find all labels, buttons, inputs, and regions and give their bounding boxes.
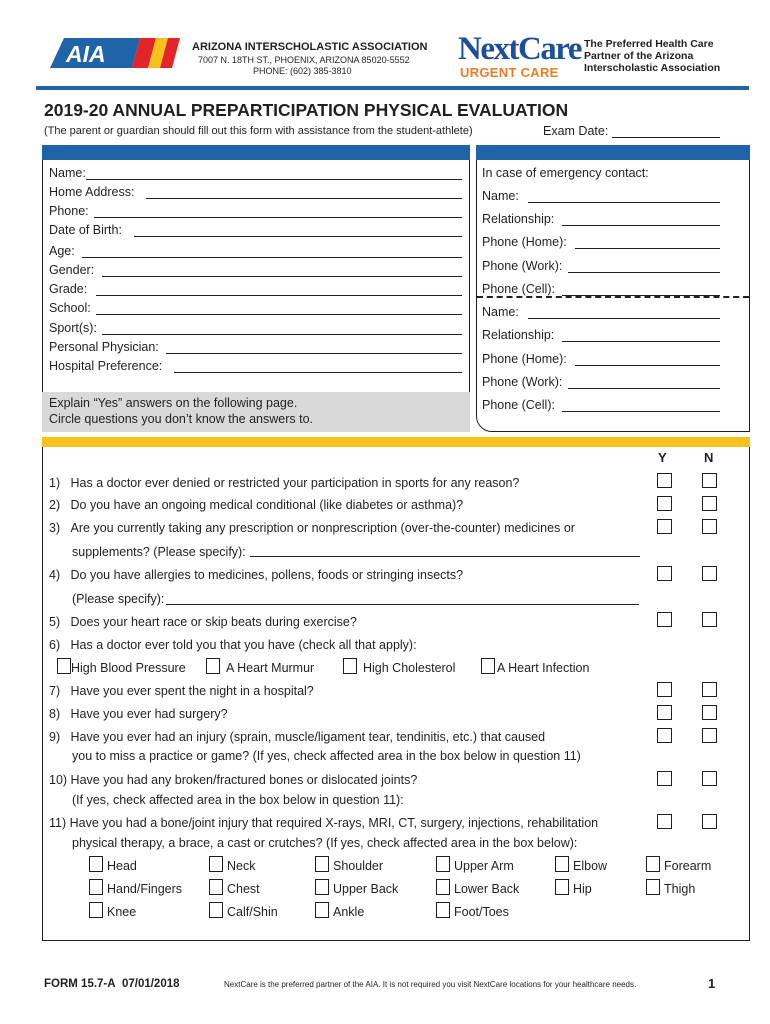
q5-yes-checkbox[interactable]: [657, 612, 672, 627]
checkbox-head[interactable]: [89, 856, 103, 872]
contact2-relationship-field[interactable]: [562, 341, 720, 342]
label-foot-toes: Foot/Toes: [454, 905, 509, 919]
info-panel-bar: [42, 145, 470, 160]
question-11-cont: physical therapy, a brace, a cast or crutches? (If yes, check affected area in the box below):: [72, 836, 578, 850]
question-3: 3) Are you currently taking any prescription or nonprescription (over-the-counter) medicines or: [49, 521, 575, 535]
contact1-name-label: Name:: [482, 189, 519, 203]
question-3-specify: supplements? (Please specify):: [72, 545, 246, 559]
q5-no-checkbox[interactable]: [702, 612, 717, 627]
checkbox-foot-toes[interactable]: [436, 902, 450, 918]
contact2-relationship-label: Relationship:: [482, 328, 555, 342]
q9-yes-checkbox[interactable]: [657, 728, 672, 743]
question-3-specify-field[interactable]: [250, 556, 640, 557]
label-high-blood-pressure: High Blood Pressure: [71, 661, 186, 675]
personal-physician-label: Personal Physician:: [49, 340, 159, 354]
age-field[interactable]: [82, 257, 462, 258]
checkbox-heart-murmur[interactable]: [206, 658, 220, 674]
header-rule: [36, 86, 749, 90]
contact2-phone-home-label: Phone (Home):: [482, 352, 567, 366]
contact2-name-field[interactable]: [528, 318, 720, 319]
partner-line-2: Partner of the Arizona: [584, 50, 694, 62]
question-6: 6) Has a doctor ever told you that you have (check all that apply):: [49, 638, 417, 652]
q9-no-checkbox[interactable]: [702, 728, 717, 743]
hospital-preference-label: Hospital Preference:: [49, 359, 163, 373]
form-id: FORM 15.7-A 07/01/2018: [44, 978, 180, 990]
contact2-phone-cell-label: Phone (Cell):: [482, 398, 555, 412]
questions-panel-bar: [42, 437, 750, 447]
q10-yes-checkbox[interactable]: [657, 771, 672, 786]
aia-logo: [44, 36, 184, 70]
contact1-phone-work-field[interactable]: [568, 272, 720, 273]
q4-no-checkbox[interactable]: [702, 566, 717, 581]
q7-no-checkbox[interactable]: [702, 682, 717, 697]
checkbox-hand-fingers[interactable]: [89, 879, 103, 895]
partner-line-3: Interscholastic Association: [584, 62, 721, 74]
label-heart-murmur: A Heart Murmur: [226, 661, 315, 675]
label-hand-fingers: Hand/Fingers: [107, 882, 183, 896]
exam-date-field[interactable]: [612, 137, 720, 138]
q2-yes-checkbox[interactable]: [657, 496, 672, 511]
emergency-panel-bar: [476, 145, 750, 160]
phone-label: Phone:: [49, 204, 89, 218]
question-7: 7) Have you ever spent the night in a hospital?: [49, 684, 314, 698]
contact2-phone-cell-field[interactable]: [562, 411, 720, 412]
partner-line-1: The Preferred Health Care: [584, 38, 714, 50]
home-address-field[interactable]: [146, 198, 462, 199]
label-neck: Neck: [227, 859, 256, 873]
q11-no-checkbox[interactable]: [702, 814, 717, 829]
q8-no-checkbox[interactable]: [702, 705, 717, 720]
label-knee: Knee: [107, 905, 137, 919]
nextcare-logo: [458, 31, 582, 82]
q1-no-checkbox[interactable]: [702, 473, 717, 488]
grade-label: Grade:: [49, 282, 88, 296]
contact1-phone-cell-field[interactable]: [562, 295, 720, 296]
personal-physician-field[interactable]: [166, 353, 462, 354]
checkbox-upper-back[interactable]: [315, 879, 329, 895]
checkbox-thigh[interactable]: [646, 879, 660, 895]
page-number: 1: [708, 976, 716, 991]
checkbox-high-cholesterol[interactable]: [343, 658, 357, 674]
checkbox-calf-shin[interactable]: [209, 902, 223, 918]
nextcare-logo-text: NextCare: [458, 31, 581, 67]
question-10: 10) Have you had any broken/fractured bones or dislocated joints?: [49, 773, 418, 787]
gender-field[interactable]: [102, 276, 462, 277]
name-label: Name:: [49, 166, 86, 180]
question-5: 5) Does your heart race or skip beats during exercise?: [49, 615, 357, 629]
date-of-birth-field[interactable]: [134, 236, 462, 237]
name-field[interactable]: [86, 179, 462, 180]
label-heart-infection: A Heart Infection: [497, 661, 590, 675]
label-lower-back: Lower Back: [454, 882, 520, 896]
question-4-specify: (Please specify):: [72, 592, 165, 606]
question-8: 8) Have you ever had surgery?: [49, 707, 228, 721]
contact1-relationship-label: Relationship:: [482, 212, 555, 226]
label-shoulder: Shoulder: [333, 859, 384, 873]
q11-yes-checkbox[interactable]: [657, 814, 672, 829]
contact2-phone-home-field[interactable]: [575, 365, 720, 366]
question-2: 2) Do you have an ongoing medical conditional (like diabetes or asthma)?: [49, 498, 464, 512]
question-9: 9) Have you ever had an injury (sprain, muscle/ligament tear, tendinitis, etc.) that caused: [49, 730, 546, 744]
page-subtitle: (The parent or guardian should fill out this form with assistance from the student-athlete): [44, 125, 473, 137]
urgent-care-text: URGENT CARE: [460, 65, 559, 80]
contact2-phone-work-field[interactable]: [568, 388, 720, 389]
checkbox-elbow[interactable]: [555, 856, 569, 872]
contact2-phone-work-label: Phone (Work):: [482, 375, 563, 389]
question-4: 4) Do you have allergies to medicines, pollens, foods or stringing insects?: [49, 568, 464, 582]
grade-field[interactable]: [96, 295, 462, 296]
org-name: ARIZONA INTERSCHOLASTIC ASSOCIATION: [192, 41, 428, 53]
label-thigh: Thigh: [664, 882, 696, 896]
checkbox-neck[interactable]: [209, 856, 223, 872]
checkbox-lower-back[interactable]: [436, 879, 450, 895]
q2-no-checkbox[interactable]: [702, 496, 717, 511]
label-upper-arm: Upper Arm: [454, 859, 514, 873]
hospital-preference-field[interactable]: [174, 372, 462, 373]
page-title: 2019-20 ANNUAL PREPARTICIPATION PHYSICAL EVALUATION: [44, 100, 569, 120]
aia-logo-text: AIA: [66, 41, 106, 67]
no-header: N: [704, 450, 714, 465]
partner-text: [584, 38, 720, 74]
label-high-cholesterol: High Cholesterol: [363, 661, 456, 675]
checkbox-upper-arm[interactable]: [436, 856, 450, 872]
sports-label: Sport(s):: [49, 321, 97, 335]
q1-yes-checkbox[interactable]: [657, 473, 672, 488]
q7-yes-checkbox[interactable]: [657, 682, 672, 697]
checkbox-shoulder[interactable]: [315, 856, 329, 872]
q3-no-checkbox[interactable]: [702, 519, 717, 534]
org-address: 7007 N. 18TH ST., PHOENIX, ARIZONA 85020-5552: [198, 55, 410, 65]
checkbox-knee[interactable]: [89, 902, 103, 918]
school-label: School:: [49, 301, 91, 315]
contact1-name-field[interactable]: [528, 202, 720, 203]
checkbox-hip[interactable]: [555, 879, 569, 895]
q10-no-checkbox[interactable]: [702, 771, 717, 786]
label-head: Head: [107, 859, 137, 873]
label-upper-back: Upper Back: [333, 882, 399, 896]
gender-label: Gender:: [49, 263, 95, 277]
contact1-phone-cell-label: Phone (Cell):: [482, 282, 555, 296]
emergency-heading: In case of emergency contact:: [482, 166, 649, 180]
checkbox-ankle[interactable]: [315, 902, 329, 918]
label-hip: Hip: [573, 882, 592, 896]
question-1: 1) Has a doctor ever denied or restricted your participation in sports for any reason?: [49, 476, 520, 490]
question-4-specify-field[interactable]: [166, 604, 639, 605]
label-chest: Chest: [227, 882, 260, 896]
phone-field[interactable]: [94, 217, 462, 218]
contact1-relationship-field[interactable]: [562, 225, 720, 226]
explain-line-2: Circle questions you don’t know the answers to.: [49, 412, 314, 426]
contact2-name-label: Name:: [482, 305, 519, 319]
contact1-phone-work-label: Phone (Work):: [482, 259, 563, 273]
label-forearm: Forearm: [664, 859, 712, 873]
q3-yes-checkbox[interactable]: [657, 519, 672, 534]
q4-yes-checkbox[interactable]: [657, 566, 672, 581]
question-9-cont: you to miss a practice or game? (If yes, check affected area in the box below in question 11): [72, 749, 581, 763]
exam-date-label: Exam Date:: [543, 124, 609, 138]
sports-field[interactable]: [102, 334, 462, 335]
org-phone: PHONE: (602) 385-3810: [253, 66, 352, 76]
checkbox-heart-infection[interactable]: [481, 658, 495, 674]
checkbox-chest[interactable]: [209, 879, 223, 895]
q8-yes-checkbox[interactable]: [657, 705, 672, 720]
age-label: Age:: [49, 244, 75, 258]
footer-note: NextCare is the preferred partner of the AIA. It is not required you visit NextCare locations for your healthcare needs.: [224, 980, 637, 989]
explain-line-1: Explain “Yes” answers on the following page.: [49, 396, 298, 410]
checkbox-high-blood-pressure[interactable]: [57, 658, 71, 674]
date-of-birth-label: Date of Birth:: [49, 223, 122, 237]
contact1-phone-home-label: Phone (Home):: [482, 235, 567, 249]
label-ankle: Ankle: [333, 905, 365, 919]
question-11: 11) Have you had a bone/joint injury that required X-rays, MRI, CT, surgery, injections, rehabilitation: [49, 816, 599, 830]
school-field[interactable]: [96, 314, 462, 315]
label-calf-shin: Calf/Shin: [227, 905, 278, 919]
yes-header: Y: [658, 450, 667, 465]
checkbox-forearm[interactable]: [646, 856, 660, 872]
question-10-cont: (If yes, check affected area in the box below in question 11):: [72, 793, 404, 807]
explain-box: [42, 392, 470, 432]
contact1-phone-home-field[interactable]: [575, 248, 720, 249]
home-address-label: Home Address:: [49, 185, 135, 199]
label-elbow: Elbow: [573, 859, 608, 873]
